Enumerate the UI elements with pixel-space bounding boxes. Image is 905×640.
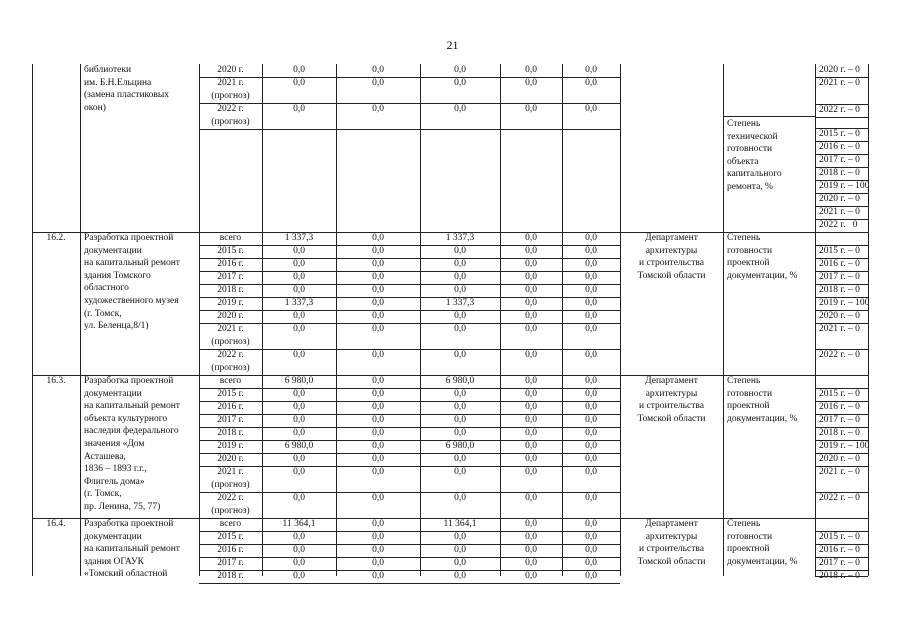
section-16-2-value: 1 337,3 bbox=[284, 298, 314, 308]
section-16-4-value: 0,0 bbox=[372, 558, 384, 568]
section-16-2-value: 0,0 bbox=[293, 324, 305, 334]
section-16-2-year-label: 2017 г. bbox=[217, 272, 244, 282]
section-16-3-value: 0,0 bbox=[525, 402, 537, 412]
section-16-4-value: 0,0 bbox=[525, 558, 537, 568]
section-16-2-value: 0,0 bbox=[454, 272, 466, 282]
section-16-3-value: 0,0 bbox=[585, 376, 597, 386]
section-16-4-indicator-name: проектной bbox=[727, 544, 770, 555]
section-16-3-indicator-divider bbox=[815, 388, 868, 389]
section-16-3-executor-text: Томской области bbox=[637, 413, 706, 424]
indicator-divider bbox=[815, 117, 868, 118]
section-16-3-indicator-name: готовности bbox=[727, 388, 773, 399]
section-16-4-value: 11 364,1 bbox=[282, 519, 316, 529]
section-16-2-value: 0,0 bbox=[525, 311, 537, 321]
section-16-3-value: 0,0 bbox=[585, 467, 597, 477]
section-16-3-year-label: 2015 г. bbox=[217, 389, 244, 399]
continuation-indicator-value: 2020 г. – 0 bbox=[819, 65, 860, 75]
section-16-3-value: 0,0 bbox=[372, 428, 384, 438]
section-16-2-value: 0,0 bbox=[525, 246, 537, 256]
section-16-2-value: 0,0 bbox=[454, 311, 466, 321]
section-16-3-name-text: наследия федерального bbox=[84, 426, 179, 437]
section-16-2-value: 0,0 bbox=[585, 350, 597, 360]
continuation-value: 0,0 bbox=[372, 65, 384, 75]
section-16-2-year-label: 2020 г. bbox=[217, 311, 244, 321]
section-16-2-value: 0,0 bbox=[585, 272, 597, 282]
section-16-4-value: 0,0 bbox=[585, 571, 597, 581]
section-16-3-indicator-divider bbox=[815, 466, 868, 467]
section-16-3-value: 0,0 bbox=[525, 467, 537, 477]
section-16-2-value: 1 337,3 bbox=[284, 233, 314, 243]
section-16-2-indicator-value: 2018 г. – 0 bbox=[819, 285, 860, 295]
section-16-3-value: 0,0 bbox=[525, 428, 537, 438]
section-16-2-indicator-name: документации, % bbox=[727, 270, 798, 281]
section-16-3-indicator-name: проектной bbox=[727, 401, 770, 412]
section-16-3-name-text: пр. Ленина, 75, 77) bbox=[84, 502, 161, 512]
section-16-2-number: 16.2. bbox=[46, 233, 66, 243]
section-16-3-year-label: 2019 г. bbox=[217, 441, 244, 451]
section-16-2-year-label: (прогноз) bbox=[211, 336, 250, 347]
column-divider-10 bbox=[815, 64, 816, 576]
section-16-3-value: 6 980,0 bbox=[445, 376, 475, 386]
section-16-2-value: 0,0 bbox=[525, 324, 537, 334]
section-16-2-value: 0,0 bbox=[585, 324, 597, 334]
continuation-value: 0,0 bbox=[585, 78, 597, 88]
section-16-4-value: 0,0 bbox=[585, 545, 597, 555]
section-16-4-value: 0,0 bbox=[454, 571, 466, 581]
section-16-2-year-label: 2022 г. bbox=[217, 350, 244, 360]
section-16-2-indicator-divider bbox=[815, 258, 868, 259]
column-divider-0 bbox=[32, 64, 33, 576]
section-16-2-name-text: областного bbox=[84, 283, 129, 294]
section-16-3-value: 0,0 bbox=[525, 454, 537, 464]
section-16-4-value: 0,0 bbox=[525, 532, 537, 542]
section-16-2-value: 0,0 bbox=[372, 246, 384, 256]
section-16-2-indicator-value: 2019 г. – 100 bbox=[819, 298, 870, 308]
section-16-4-indicator-name: готовности bbox=[727, 531, 773, 542]
section-16-3-indicator-divider bbox=[815, 492, 868, 493]
section-16-3-indicator-value: 2021 г. – 0 bbox=[819, 467, 860, 477]
section-16-2-executor-text: Томской области bbox=[637, 270, 706, 281]
column-divider-8 bbox=[620, 64, 621, 576]
continuation-indicator-value: 2020 г. – 0 bbox=[819, 194, 860, 204]
section-16-3-executor-text: архитектуры bbox=[645, 388, 698, 399]
section-16-3-value: 0,0 bbox=[454, 402, 466, 412]
section-16-2-indicator-name: Степень bbox=[727, 233, 761, 243]
section-16-4-number: 16.4. bbox=[46, 519, 66, 529]
section-16-2-indicator-name: готовности bbox=[727, 245, 773, 256]
section-16-3-value: 6 980,0 bbox=[284, 441, 314, 451]
section-16-2-value: 0,0 bbox=[525, 285, 537, 295]
section-16-2-year-label: 2019 г. bbox=[217, 298, 244, 308]
continuation-value: 0,0 bbox=[293, 104, 305, 114]
section-16-3-value: 0,0 bbox=[525, 376, 537, 386]
section-16-2-value: 0,0 bbox=[525, 259, 537, 269]
section-16-3-name-text: на капитальный ремонт bbox=[84, 401, 180, 412]
section-16-4-value: 0,0 bbox=[372, 532, 384, 542]
section-16-2-value: 0,0 bbox=[585, 311, 597, 321]
section-16-2-value: 0,0 bbox=[525, 272, 537, 282]
continuation-value: 0,0 bbox=[525, 65, 537, 75]
column-divider-9 bbox=[723, 64, 724, 576]
section-16-3-value: 0,0 bbox=[585, 415, 597, 425]
section-16-2-year-label: 2015 г. bbox=[217, 246, 244, 256]
section-16-4-value: 0,0 bbox=[372, 545, 384, 555]
section-16-4-value: 0,0 bbox=[372, 519, 384, 529]
section-16-2-value: 0,0 bbox=[585, 246, 597, 256]
section-16-2-indicator-value: 2021 г. – 0 bbox=[819, 324, 860, 334]
section-16-2-year-label: всего bbox=[219, 233, 242, 243]
section-16-3-indicator-divider bbox=[815, 414, 868, 415]
section-16-2-name-text: здания Томского bbox=[84, 270, 151, 281]
section-16-4-indicator-divider bbox=[815, 544, 868, 545]
section-16-3-value: 0,0 bbox=[293, 402, 305, 412]
section-16-2-value: 0,0 bbox=[293, 350, 305, 360]
section-16-3-value: 6 980,0 bbox=[284, 376, 314, 386]
indicator-divider bbox=[723, 116, 815, 117]
section-16-3-value: 0,0 bbox=[372, 402, 384, 412]
continuation-value: 0,0 bbox=[525, 78, 537, 88]
section-16-4-indicator-value: 2015 г. – 0 bbox=[819, 532, 860, 542]
continuation-indicator-value: 2022 г. 0 bbox=[819, 220, 858, 230]
section-16-3-value: 0,0 bbox=[372, 376, 384, 386]
section-16-3-year-label: 2018 г. bbox=[217, 428, 244, 438]
continuation-name-text: (замена пластиковых bbox=[84, 90, 170, 101]
section-16-3-value: 0,0 bbox=[585, 389, 597, 399]
section-16-3-value: 0,0 bbox=[372, 493, 384, 503]
section-16-3-value: 0,0 bbox=[525, 493, 537, 503]
section-16-2-name-text: документации bbox=[84, 245, 142, 256]
section-16-3-value: 0,0 bbox=[293, 467, 305, 477]
section-16-2-executor-text: и строительства bbox=[639, 258, 704, 269]
section-16-3-name-text: Флигель дома» bbox=[84, 476, 145, 487]
section-16-4-year-label: 2017 г. bbox=[217, 558, 244, 568]
section-16-4-executor-text: Томской области bbox=[637, 556, 706, 567]
section-16-3-year-label: 2017 г. bbox=[217, 415, 244, 425]
section-16-3-name-text: значения «Дом bbox=[84, 439, 145, 449]
section-16-2-value: 0,0 bbox=[585, 285, 597, 295]
section-16-4-year-label: всего bbox=[219, 519, 242, 529]
section-16-2-value: 0,0 bbox=[454, 259, 466, 269]
section-16-4-indicator-name: Степень bbox=[727, 519, 761, 529]
section-16-4-value: 0,0 bbox=[585, 519, 597, 529]
indicator-divider bbox=[815, 77, 868, 78]
section-16-2-name-text: Разработка проектной bbox=[84, 233, 174, 243]
section-16-2-indicator-value: 2015 г. – 0 bbox=[819, 246, 860, 256]
section-16-3-value: 0,0 bbox=[293, 454, 305, 464]
section-16-3-year-label: 2016 г. bbox=[217, 402, 244, 412]
section-16-2-indicator-value: 2020 г. – 0 bbox=[819, 311, 860, 321]
section-16-2-value: 0,0 bbox=[585, 259, 597, 269]
column-divider-1 bbox=[80, 64, 81, 576]
section-16-3-value: 0,0 bbox=[454, 428, 466, 438]
column-divider-2 bbox=[199, 64, 200, 576]
section-16-2-executor-text: Департамент bbox=[645, 233, 698, 243]
section-16-3-indicator-value: 2019 г. – 100 bbox=[819, 441, 870, 451]
continuation-indicator-name: ремонта, % bbox=[727, 182, 773, 192]
column-divider-6 bbox=[500, 64, 501, 576]
section-16-2-value: 0,0 bbox=[525, 233, 537, 243]
continuation-indicator-value: 2018 г. – 0 bbox=[819, 168, 860, 178]
continuation-year-label: 2021 г. bbox=[217, 78, 244, 88]
continuation-value: 0,0 bbox=[525, 104, 537, 114]
section-16-3-value: 6 980,0 bbox=[445, 441, 475, 451]
section-16-3-name-text: Разработка проектной bbox=[84, 376, 174, 386]
section-16-2-year-label: 2021 г. bbox=[217, 324, 244, 334]
section-16-2-indicator-divider bbox=[815, 323, 868, 324]
continuation-indicator-name: технической bbox=[727, 131, 778, 142]
section-16-2-value: 0,0 bbox=[372, 285, 384, 295]
section-16-3-value: 0,0 bbox=[585, 493, 597, 503]
section-16-2-value: 0,0 bbox=[454, 350, 466, 360]
section-16-2-indicator-divider bbox=[815, 349, 868, 350]
section-16-3-indicator-divider bbox=[815, 453, 868, 454]
continuation-indicator-value: 2021 г. – 0 bbox=[819, 207, 860, 217]
section-16-2-value: 1 337,3 bbox=[445, 298, 475, 308]
section-16-3-indicator-divider bbox=[815, 401, 868, 402]
column-divider-7 bbox=[562, 64, 563, 576]
section-16-2-value: 0,0 bbox=[372, 298, 384, 308]
section-16-2-value: 0,0 bbox=[454, 285, 466, 295]
section-16-2-value: 0,0 bbox=[293, 272, 305, 282]
continuation-indicator-value: 2019 г. – 100 bbox=[819, 181, 870, 191]
section-16-3-value: 0,0 bbox=[293, 428, 305, 438]
column-divider-4 bbox=[336, 64, 337, 576]
section-16-3-executor-text: Департамент bbox=[645, 376, 698, 386]
section-16-3-indicator-name: документации, % bbox=[727, 413, 798, 424]
section-16-4-value: 0,0 bbox=[525, 545, 537, 555]
section-16-2-name-text: на капитальный ремонт bbox=[84, 258, 180, 269]
section-16-3-value: 0,0 bbox=[293, 493, 305, 503]
section-16-2-value: 0,0 bbox=[525, 350, 537, 360]
continuation-name-text: библиотеки bbox=[84, 65, 132, 75]
section-16-3-name-text: (г. Томск, bbox=[84, 489, 122, 500]
section-16-3-indicator-value: 2022 г. – 0 bbox=[819, 493, 860, 503]
section-16-2-name-text: (г. Томск, bbox=[84, 308, 122, 319]
column-divider-3 bbox=[262, 64, 263, 576]
section-16-4-indicator-divider bbox=[815, 576, 868, 577]
continuation-indicator-value: 2021 г. – 0 bbox=[819, 78, 860, 88]
continuation-value: 0,0 bbox=[454, 65, 466, 75]
section-16-4-name-text: документации bbox=[84, 531, 142, 542]
section-16-2-name-text: художественного музея bbox=[84, 296, 179, 306]
section-16-3-value: 0,0 bbox=[525, 389, 537, 399]
indicator-divider bbox=[815, 104, 868, 105]
continuation-value: 0,0 bbox=[293, 65, 305, 75]
section-16-4-value: 0,0 bbox=[525, 519, 537, 529]
continuation-value: 0,0 bbox=[585, 104, 597, 114]
continuation-name-text: им. Б.Н.Ельцина bbox=[84, 77, 152, 88]
section-16-4-year-label: 2018 г. bbox=[217, 571, 244, 581]
section-16-2-value: 0,0 bbox=[372, 324, 384, 334]
section-16-4-value: 11 364,1 bbox=[443, 519, 477, 529]
section-16-2-indicator-value: 2016 г. – 0 bbox=[819, 259, 860, 269]
section-16-3-value: 0,0 bbox=[585, 402, 597, 412]
section-16-3-indicator-value: 2017 г. – 0 bbox=[819, 415, 860, 425]
section-16-3-indicator-value: 2018 г. – 0 bbox=[819, 428, 860, 438]
section-16-4-value: 0,0 bbox=[454, 558, 466, 568]
section-16-2-indicator-divider bbox=[815, 245, 868, 246]
section-16-4-name-text: «Томский областной bbox=[84, 569, 168, 580]
section-16-4-value: 0,0 bbox=[585, 532, 597, 542]
continuation-indicator-value: 2017 г. – 0 bbox=[819, 155, 860, 165]
section-16-4-value: 0,0 bbox=[293, 571, 305, 581]
continuation-indicator-value: 2022 г. – 0 bbox=[819, 105, 860, 115]
section-16-3-indicator-value: 2016 г. – 0 bbox=[819, 402, 860, 412]
section-16-2-indicator-divider bbox=[815, 297, 868, 298]
section-16-3-year-label: (прогноз) bbox=[211, 479, 250, 490]
section-16-2-year-label: 2018 г. bbox=[217, 285, 244, 295]
section-16-3-value: 0,0 bbox=[454, 389, 466, 399]
section-16-3-name-text: 1836 – 1893 г.г., bbox=[84, 464, 147, 475]
section-16-4-executor-text: и строительства bbox=[639, 544, 704, 555]
section-16-2-value: 0,0 bbox=[293, 285, 305, 295]
section-16-2-value: 0,0 bbox=[525, 298, 537, 308]
column-divider-5 bbox=[420, 64, 421, 576]
continuation-name-text: окон) bbox=[84, 102, 106, 113]
section-16-2-value: 0,0 bbox=[372, 259, 384, 269]
section-16-2-year-label: 2016 г. bbox=[217, 259, 244, 269]
continuation-indicator-value: 2015 г. – 0 bbox=[819, 129, 860, 139]
section-16-2-indicator-divider bbox=[815, 310, 868, 311]
section-16-4-indicator-name: документации, % bbox=[727, 556, 798, 567]
section-16-4-value: 0,0 bbox=[585, 558, 597, 568]
section-16-3-value: 0,0 bbox=[585, 454, 597, 464]
section-16-3-value: 0,0 bbox=[293, 415, 305, 425]
section-16-2-value: 0,0 bbox=[454, 246, 466, 256]
section-16-4-value: 0,0 bbox=[293, 532, 305, 542]
section-16-2-indicator-divider bbox=[815, 284, 868, 285]
section-16-4-row-divider bbox=[199, 583, 620, 584]
section-16-4-executor-text: Департамент bbox=[645, 519, 698, 529]
section-16-3-value: 0,0 bbox=[454, 467, 466, 477]
section-16-2-indicator-value: 2017 г. – 0 bbox=[819, 272, 860, 282]
section-16-4-indicator-value: 2018 г. – 0 bbox=[819, 571, 860, 581]
section-16-2-name-text: ул. Беленца,8/1) bbox=[84, 321, 149, 332]
section-16-3-value: 0,0 bbox=[454, 493, 466, 503]
section-16-2-value: 0,0 bbox=[293, 246, 305, 256]
section-16-4-indicator-divider bbox=[815, 557, 868, 558]
section-16-3-indicator-name: Степень bbox=[727, 376, 761, 386]
continuation-year-label: (прогноз) bbox=[211, 90, 250, 101]
section-16-2-value: 0,0 bbox=[293, 311, 305, 321]
section-16-2-indicator-name: проектной bbox=[727, 258, 770, 269]
continuation-indicator-name: капитального bbox=[727, 169, 782, 180]
section-16-3-indicator-divider bbox=[815, 427, 868, 428]
section-16-3-value: 0,0 bbox=[372, 415, 384, 425]
section-16-2-value: 0,0 bbox=[454, 324, 466, 334]
page-number: 21 bbox=[446, 38, 459, 52]
continuation-year-label: (прогноз) bbox=[211, 116, 250, 127]
continuation-value: 0,0 bbox=[372, 104, 384, 114]
section-16-4-value: 0,0 bbox=[372, 571, 384, 581]
section-16-3-value: 0,0 bbox=[372, 441, 384, 451]
section-16-4-name-text: здания ОГАУК bbox=[84, 556, 144, 567]
section-16-4-name-text: Разработка проектной bbox=[84, 519, 174, 529]
section-16-4-name-text: на капитальный ремонт bbox=[84, 544, 180, 555]
continuation-value: 0,0 bbox=[293, 78, 305, 88]
section-16-3-name-text: объекта культурного bbox=[84, 413, 168, 424]
section-16-4-indicator-value: 2017 г. – 0 bbox=[819, 558, 860, 568]
section-16-2-value: 0,0 bbox=[293, 259, 305, 269]
section-16-4-value: 0,0 bbox=[454, 545, 466, 555]
continuation-value: 0,0 bbox=[454, 78, 466, 88]
section-16-2-value: 0,0 bbox=[372, 233, 384, 243]
continuation-indicator-name: готовности bbox=[727, 144, 773, 155]
section-16-4-indicator-divider bbox=[815, 570, 868, 571]
continuation-year-label: 2022 г. bbox=[217, 104, 244, 114]
continuation-indicator-value: 2016 г. – 0 bbox=[819, 142, 860, 152]
section-16-4-year-label: 2015 г. bbox=[217, 532, 244, 542]
section-16-3-value: 0,0 bbox=[372, 454, 384, 464]
section-16-2-executor-text: архитектуры bbox=[645, 245, 698, 256]
section-16-4-executor-text: архитектуры bbox=[645, 531, 698, 542]
section-16-4-value: 0,0 bbox=[454, 532, 466, 542]
section-16-4-value: 0,0 bbox=[293, 558, 305, 568]
continuation-year-label: 2020 г. bbox=[217, 65, 244, 75]
continuation-indicator-name: объекта bbox=[727, 156, 759, 167]
section-16-2-indicator-divider bbox=[815, 271, 868, 272]
section-16-3-name-text: документации bbox=[84, 388, 142, 399]
section-16-3-indicator-divider bbox=[815, 440, 868, 441]
section-16-4-value: 0,0 bbox=[525, 571, 537, 581]
section-16-3-value: 0,0 bbox=[372, 389, 384, 399]
section-16-3-value: 0,0 bbox=[525, 441, 537, 451]
section-16-3-value: 0,0 bbox=[454, 454, 466, 464]
section-16-3-year-label: 2020 г. bbox=[217, 454, 244, 464]
continuation-value: 0,0 bbox=[585, 65, 597, 75]
section-16-3-year-label: (прогноз) bbox=[211, 505, 250, 516]
section-16-3-year-label: всего bbox=[219, 376, 242, 386]
section-16-3-value: 0,0 bbox=[585, 428, 597, 438]
column-divider-11 bbox=[868, 64, 869, 576]
section-16-2-value: 0,0 bbox=[372, 272, 384, 282]
section-16-3-value: 0,0 bbox=[293, 389, 305, 399]
section-16-4-indicator-value: 2016 г. – 0 bbox=[819, 545, 860, 555]
continuation-value: 0,0 bbox=[454, 104, 466, 114]
section-16-3-indicator-value: 2020 г. – 0 bbox=[819, 454, 860, 464]
section-16-2-indicator-value: 2022 г. – 0 bbox=[819, 350, 860, 360]
section-16-2-value: 0,0 bbox=[372, 311, 384, 321]
section-16-3-number: 16.3. bbox=[46, 376, 66, 386]
section-16-2-value: 1 337,3 bbox=[445, 233, 475, 243]
section-16-3-indicator-value: 2015 г. – 0 bbox=[819, 389, 860, 399]
section-16-3-year-label: 2022 г. bbox=[217, 493, 244, 503]
section-16-2-year-label: (прогноз) bbox=[211, 362, 250, 373]
section-16-4-value: 0,0 bbox=[293, 545, 305, 555]
section-16-3-value: 0,0 bbox=[372, 467, 384, 477]
section-16-3-year-label: 2021 г. bbox=[217, 467, 244, 477]
section-16-3-value: 0,0 bbox=[454, 415, 466, 425]
section-16-2-value: 0,0 bbox=[585, 233, 597, 243]
section-16-2-value: 0,0 bbox=[585, 298, 597, 308]
continuation-indicator-name: Степень bbox=[727, 119, 761, 129]
section-16-3-name-text: Асташева, bbox=[84, 451, 126, 462]
section-16-2-value: 0,0 bbox=[372, 350, 384, 360]
section-16-3-executor-text: и строительства bbox=[639, 401, 704, 412]
section-16-3-value: 0,0 bbox=[525, 415, 537, 425]
section-16-3-value: 0,0 bbox=[585, 441, 597, 451]
section-16-4-indicator-divider bbox=[815, 531, 868, 532]
section-16-4-year-label: 2016 г. bbox=[217, 545, 244, 555]
continuation-value: 0,0 bbox=[372, 78, 384, 88]
